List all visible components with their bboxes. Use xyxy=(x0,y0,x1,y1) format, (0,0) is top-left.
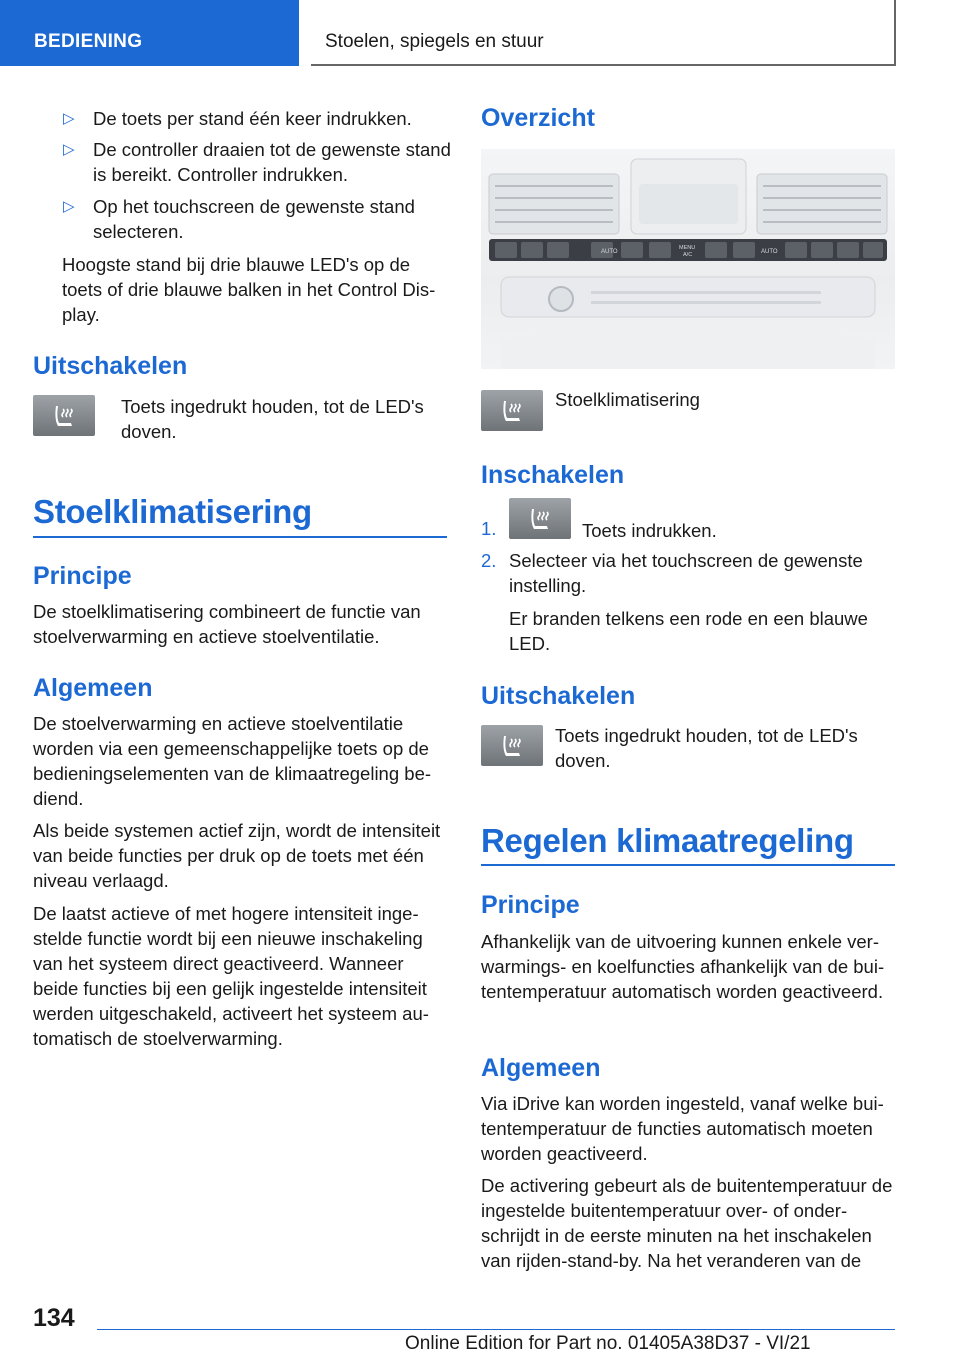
principle-text: De stoelklimatisering combineert de functie van stoelverwarming en actieve stoelventilatie. xyxy=(33,601,421,647)
off-text: Toets ingedrukt houden, tot de LED's doven. xyxy=(555,725,858,771)
header-chapter-label: Stoelen, spiegels en stuur xyxy=(325,31,544,52)
seat-climate-icon xyxy=(49,401,79,431)
principle-heading: Principe xyxy=(33,562,132,590)
list-item: ▷ De toets per stand één keer indrukken. xyxy=(63,108,412,129)
panel-label-auto-left: AUTO xyxy=(601,249,618,255)
max-level-text: Hoogste stand bij drie blauwe LED's op de toets of drie blauwe balken in het Control Display. xyxy=(62,254,436,325)
seat-climate-icon xyxy=(481,390,543,431)
main-heading: Stoelklimatisering xyxy=(33,493,312,530)
principle-text: Afhankelijk van de uitvoering kunnen enkele verwarmings- en koelfuncties afhankelijk van de buitentemperatuur automatisch worden geactiveerd. xyxy=(481,931,885,1002)
general-paragraph-1: De stoelverwarming en actieve stoelventilatie worden via een gemeenschappelijke toets op de bedieningselementen van de klimaatregeling bediend. xyxy=(33,713,432,809)
seat-climate-icon xyxy=(481,725,543,766)
footer-rule xyxy=(97,1329,895,1330)
triangle-bullet-icon: ▷ xyxy=(63,110,75,127)
triangle-bullet-icon: ▷ xyxy=(63,141,75,158)
page-number: 134 xyxy=(33,1304,75,1332)
step-number: 2. xyxy=(481,550,497,571)
climate-control-panel-image xyxy=(481,149,895,369)
panel-label-auto-right: AUTO xyxy=(761,249,778,255)
main-heading: Regelen klimaatregeling xyxy=(481,822,854,859)
panel-label-ac: A/C xyxy=(683,252,693,258)
off-heading: Uitschakelen xyxy=(33,352,188,380)
step-note: Er branden telkens een rode en een blauwe LED. xyxy=(509,608,868,654)
off-text: Toets ingedrukt houden, tot de LED's doven. xyxy=(121,396,424,442)
seat-climate-icon xyxy=(525,504,555,534)
list-item: ▷ De controller draaien tot de gewenste stand is bereikt. Controller indrukken. xyxy=(63,139,451,185)
seat-climate-icon xyxy=(497,396,527,426)
climate-panel-illustration xyxy=(481,149,895,369)
header-chapter xyxy=(311,0,896,66)
footer-edition: Online Edition for Part no. 01405A38D37 - VI/21 xyxy=(405,1333,811,1354)
principle-heading: Principe xyxy=(481,891,580,919)
general-paragraph-2: Als beide systemen actief zijn, wordt de intensiteit van beide functies per druk op de toets met één niveau verlaagd. xyxy=(33,820,441,891)
step-text: Toets indrukken. xyxy=(582,520,717,541)
off-heading: Uitschakelen xyxy=(481,682,636,710)
step-number: 1. xyxy=(481,518,497,539)
list-item: ▷ Op het touchscreen de gewenste stand selecteren. xyxy=(63,196,415,242)
general-heading: Algemeen xyxy=(33,674,153,702)
general-heading: Algemeen xyxy=(481,1054,601,1082)
overview-heading: Overzicht xyxy=(481,104,595,132)
seat-climate-icon xyxy=(509,498,571,539)
general-paragraph-3: De laatst actieve of met hogere intensiteit ingestelde functie wordt bij een nieuwe inschakeling van het systeem direct geactiveerd. Wanneer beide functies bij een gelijk ingestelde intensiteit werden uitgeschakeld, activeert het systeem automatisch de stoelverwarming. xyxy=(33,903,429,1049)
seat-climate-icon xyxy=(33,395,95,436)
heading-rule xyxy=(481,864,895,866)
general-paragraph-1: Via iDrive kan worden ingesteld, vanaf welke buitentemperatuur de functies automatisch moeten worden geactiveerd. xyxy=(481,1093,884,1164)
header-section-label: BEDIENING xyxy=(34,31,143,52)
header-section-tab xyxy=(0,0,299,66)
seat-climate-icon xyxy=(497,731,527,761)
step-text: Selecteer via het touchscreen de gewenste instelling. xyxy=(509,550,863,596)
panel-label-menu: MENU xyxy=(679,245,696,251)
heading-rule xyxy=(33,536,447,538)
on-heading: Inschakelen xyxy=(481,461,625,489)
general-paragraph-2: De activering gebeurt als de buitentemperatuur de ingestelde buitentemperatuur over- of onderschrijdt in de eerste minuten na het inschakelen van rijden-stand-by. Na het veranderen van de xyxy=(481,1175,893,1271)
image-caption: Stoelklimatisering xyxy=(555,389,700,410)
triangle-bullet-icon: ▷ xyxy=(63,198,75,215)
